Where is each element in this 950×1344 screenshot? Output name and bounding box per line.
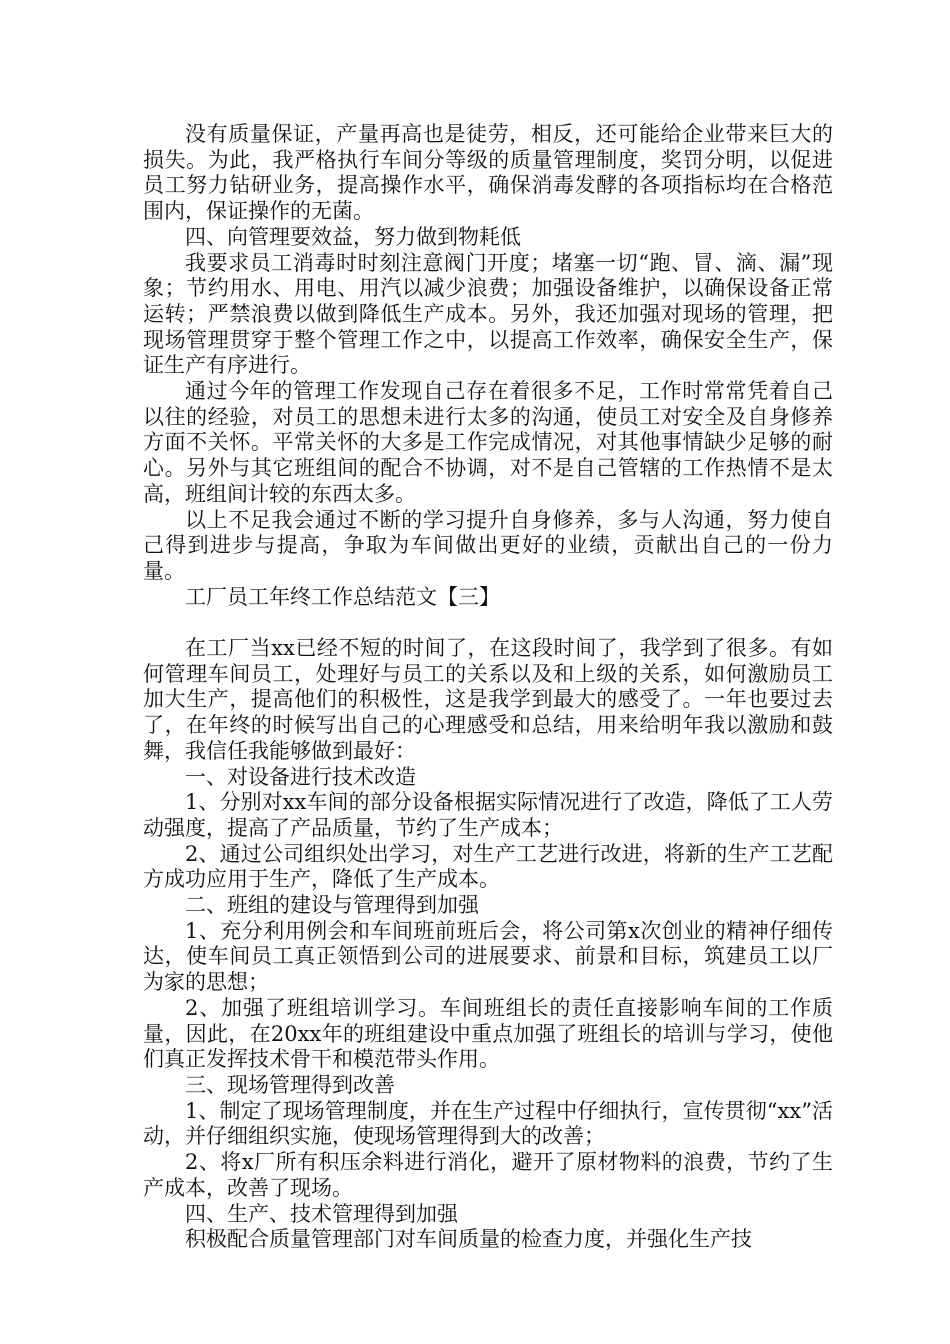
heading-section-four-efficiency: 四、向管理要效益，努力做到物耗低 [185,224,521,249]
paragraph-team-item-2: 2、加强了班组培训学习。车间班组长的责任直接影响车间的工作质量，因此，在20xx年的班组建设中重点加强了班组长的培训与学习，使他们真正发挥技术骨干和模范带头作用。 [143,995,833,1072]
paragraph-team-item-1: 1、充分利用例会和车间班前班后会，将公司第x次创业的精神仔细传达，使车间员工真正领悟到公司的进展要求、前景和目标，筑建员工以厂为家的思想； [143,918,833,995]
paragraph-quality-cooperation: 积极配合质量管理部门对车间质量的检查力度，并强化生产技 [185,1227,752,1252]
heading-production-technology: 四、生产、技术管理得到加强 [185,1201,458,1226]
paragraph-site-item-2: 2、将x厂所有积压余料进行消化，避开了原材物料的浪费，节约了生产成本，改善了现场。 [143,1150,833,1200]
paragraph-site-item-1: 1、制定了现场管理制度，并在生产过程中仔细执行，宣传贯彻“xx”活动，并仔细组织实施，使现场管理得到大的改善； [143,1098,833,1149]
heading-equipment-upgrade: 一、对设备进行技术改造 [185,764,416,789]
paragraph-intro-factory: 在工厂当xx已经不短的时间了，在这段时间了，我学到了很多。有如何管理车间员工，处理好与员工的关系以及和上级的关系，如何激励员工加大生产，提高他们的积极性，这是我学到最大的感受了。一年也要过去了，在年终的时候写出自己的心理感受和总结，用来给明年我以激励和鼓舞，我信任我能够做到最好： [143,636,833,763]
paragraph-valve-control: 我要求员工消毒时时刻注意阀门开度；堵塞一切“跑、冒、滴、漏”现象；节约用水、用电、用汽以减少浪费；加强设备维护，以确保设备正常运转；严禁浪费以做到降低生产成本。另外，我还加强对现场的管理，把现场管理贯穿于整个管理工作之中，以提高工作效率，确保安全生产，保证生产有序进行。 [143,250,833,378]
paragraph-improvement-plan: 以上不足我会通过不断的学习提升自身修养，多与人沟通，努力使自己得到进步与提高，争取为车间做出更好的业绩，贡献出自己的一份力量。 [143,507,833,583]
heading-team-building: 二、班组的建设与管理得到加强 [185,893,479,918]
paragraph-shortcomings: 通过今年的管理工作发现自己存在着很多不足，工作时常常凭着自己以往的经验，对员工的思想未进行太多的沟通，使员工对安全及自身修养方面不关怀。平常关怀的大多是工作完成情况，对其他事情缺少足够的耐心。另外与其它班组间的配合不协调，对不是自己管辖的工作热情不是太高，班组间计较的东西太多。 [143,379,833,506]
heading-site-management: 三、现场管理得到改善 [185,1073,395,1097]
paragraph-equipment-item-2: 2、通过公司组织处出学习，对生产工艺进行改进，将新的生产工艺配方成功应用于生产，降低了生产成本。 [143,841,833,892]
document-body [143,122,833,1253]
blank-line [143,610,833,636]
paragraph-quality-guarantee: 没有质量保证，产量再高也是徒劳，相反，还可能给企业带来巨大的损失。为此，我严格执行车间分等级的质量管理制度，奖罚分明，以促进员工努力钻研业务，提高操作水平，确保消毒发酵的各项指标均在合格范围内，保证操作的无菌。 [143,122,833,224]
section-title-three: 工厂员工年终工作总结范文【三】 [185,584,500,609]
paragraph-equipment-item-1: 1、分别对xx车间的部分设备根据实际情况进行了改造，降低了工人劳动强度，提高了产品质量，节约了生产成本； [143,790,833,840]
